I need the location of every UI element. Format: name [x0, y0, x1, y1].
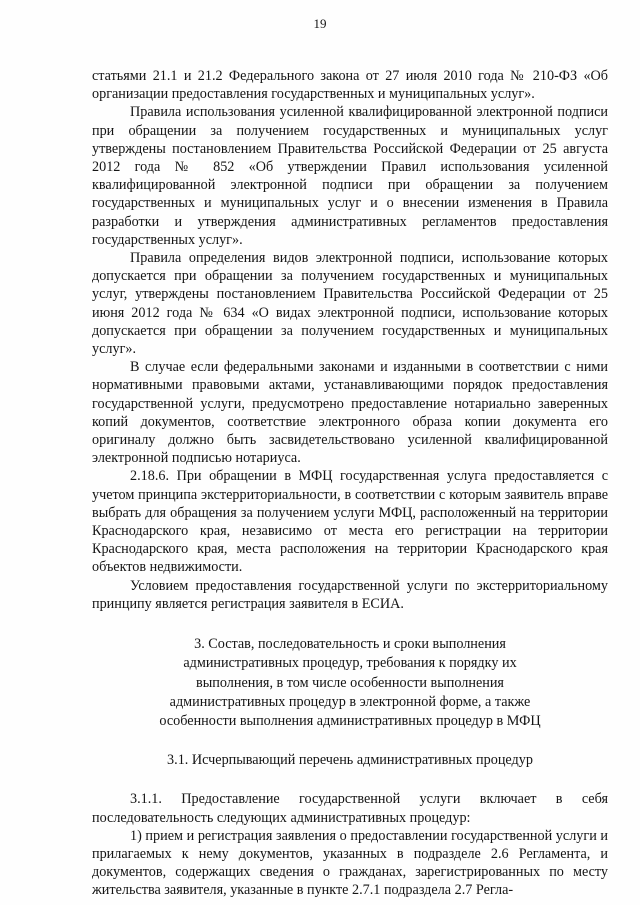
- section-heading-line: административных процедур, требования к порядку их: [183, 655, 517, 672]
- paragraph-esia-condition: Условием предоставления государственной услуги по экстерриториальному принципу является регистрация заявителя в ЕСИА.: [92, 577, 608, 612]
- subsection-heading-3-1: 3.1. Исчерпывающий перечень административных процедур: [167, 752, 533, 769]
- section-heading-line: 3. Состав, последовательность и сроки выполнения: [194, 636, 506, 653]
- section-heading-line: выполнения, в том числе особенности выполнения: [196, 674, 504, 691]
- section-heading-line: особенности выполнения административных процедур в МФЦ: [159, 712, 541, 729]
- page-number: 19: [313, 16, 327, 31]
- section-heading-3: [92, 635, 608, 731]
- paragraph-signature-rules: Правила использования усиленной квалифицированной электронной подписи при обращении за получением государственных и муниципальных услуг утверждены постановлением Правительства Российской Федерации от 25 августа 2012 года № 852 «Об утверждении Правил использования усиленной квалифицированной электронной подписи при обращении за получением государственных и муниципальных услуг и о внесении изменения в Правила разработки и утверждения административных регламентов предоставления государственных услуг».: [92, 104, 608, 248]
- paragraph-3-1-1: 3.1.1. Предоставление государственной услуги включает в себя последовательность следующих административных процедур:: [92, 791, 608, 826]
- paragraph-procedure-1: 1) прием и регистрация заявления о предоставлении государственной услуги и прилагаемых к нему документов, указанных в подразделе 2.6 Регламента, и документов, содержащих сведения о гражданах, зарегистрированных по месту жительства заявителя, указанные в пункте 2.7.1 подраздела 2.7 Регла-: [92, 827, 608, 899]
- paragraph-continuation: статьями 21.1 и 21.2 Федерального закона от 27 июля 2010 года № 210-ФЗ «Об организации предоставления государственных и муниципальных услуг».: [92, 68, 608, 103]
- section-heading-line: административных процедур в электронной форме, а также: [169, 693, 531, 710]
- paragraph-signature-types: Правила определения видов электронной подписи, использование которых допускается при обращении за получением государственных и муниципальных услуг, утверждены постановлением Правительства Российской Федерации от 25 июня 2012 года № 634 «О видах электронной подписи, использование которых допускается при обращении за получением государственных и муниципальных услуг».: [92, 250, 608, 358]
- document-body: [92, 67, 608, 900]
- paragraph-notarized-copies: В случае если федеральными законами и изданными в соответствии с ними нормативными правовыми актами, устанавливающими порядок предоставления государственной услуги, предусмотрено предоставление нотариально заверенных копий документов, соответствие электронного образа копии документа его оригиналу должно быть засвидетельствовано усиленной квалифицированной электронной подписью нотариуса.: [92, 359, 608, 467]
- paragraph-2-18-6: 2.18.6. При обращении в МФЦ государственная услуга предоставляется с учетом принципа экстерриториальности, в соответствии с которым заявитель вправе выбрать для обращения за получением услуги МФЦ, расположенный на территории Краснодарского края, независимо от места его регистрации на территории Краснодарского края, места расположения на территории Краснодарского края объектов недвижимости.: [92, 468, 608, 576]
